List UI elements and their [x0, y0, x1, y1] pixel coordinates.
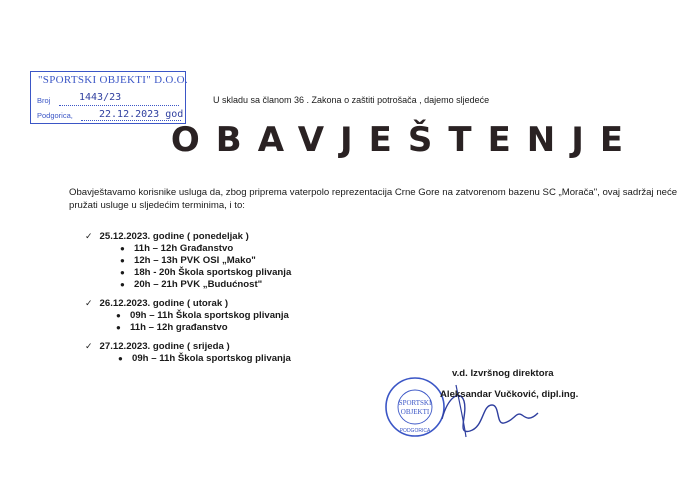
list-item — [118, 353, 291, 364]
director-name: Aleksandar Vučković, dipl.ing. — [440, 389, 579, 400]
stamp-dotted-line — [59, 105, 179, 106]
body-paragraph: Obavještavamo korisnike usluga da, zbog priprema vaterpolo reprezentacija Crne Gore na zatvorenom bazenu SC „Morača", ovaj sadržaj neće pružati usluge u sljedećim terminima, i to: — [69, 187, 678, 211]
item-text: 11h – 12h građanstvo — [130, 322, 228, 333]
stamp-broj-value: 1443/23 — [79, 92, 122, 103]
list-item — [120, 267, 291, 278]
bullet-icon: ● — [118, 354, 123, 363]
list-item — [120, 279, 262, 290]
director-title: v.d. Izvršnog direktora — [452, 368, 554, 379]
check-icon: ✓ — [85, 231, 93, 241]
item-text: 09h – 11h Škola sportskog plivanja — [132, 353, 291, 364]
day-label: 25.12.2023. godine ( ponedeljak ) — [99, 231, 249, 242]
list-item — [116, 310, 289, 321]
round-stamp-top: SPORTSKI — [398, 399, 432, 407]
stamp-broj-label: Broj — [37, 96, 51, 105]
stamp-date-value: 22.12.2023 god — [99, 109, 184, 120]
check-icon: ✓ — [85, 298, 93, 308]
bullet-icon: ● — [120, 268, 125, 277]
list-item — [120, 243, 233, 254]
check-icon: ✓ — [85, 341, 93, 351]
signature — [430, 375, 570, 445]
bullet-icon: ● — [120, 256, 125, 265]
stamp-place-label: Podgorica, — [37, 111, 73, 120]
schedule-day — [85, 341, 230, 352]
item-text: 20h – 21h PVK „Budućnost" — [134, 279, 263, 290]
stamp-organization: "SPORTSKI OBJEKTI" D.O.O. — [38, 74, 188, 86]
list-item — [116, 322, 228, 333]
item-text: 09h – 11h Škola sportskog plivanja — [130, 310, 289, 321]
bullet-icon: ● — [120, 280, 125, 289]
list-item — [120, 255, 256, 266]
schedule-day — [85, 298, 228, 309]
item-text: 12h – 13h PVK OSI „Mako" — [134, 255, 256, 266]
round-stamp-ring: PODGORICA — [399, 428, 431, 434]
round-stamp-bottom: OBJEKTI — [400, 408, 430, 416]
day-label: 26.12.2023. godine ( utorak ) — [99, 298, 229, 309]
schedule-day — [85, 231, 249, 242]
registry-stamp — [30, 71, 186, 124]
item-text: 18h - 20h Škola sportskog plivanja — [134, 267, 292, 278]
bullet-icon: ● — [116, 323, 121, 332]
item-text: 11h – 12h Građanstvo — [134, 243, 234, 254]
day-label: 27.12.2023. godine ( srijeda ) — [99, 341, 230, 352]
page-title: OBAVJEŠTENJE — [170, 120, 640, 160]
bullet-icon: ● — [120, 244, 125, 253]
intro-line: U skladu sa članom 36 . Zakona o zaštiti potrošača , dajemo sljedeće — [213, 95, 490, 105]
bullet-icon: ● — [116, 311, 121, 320]
